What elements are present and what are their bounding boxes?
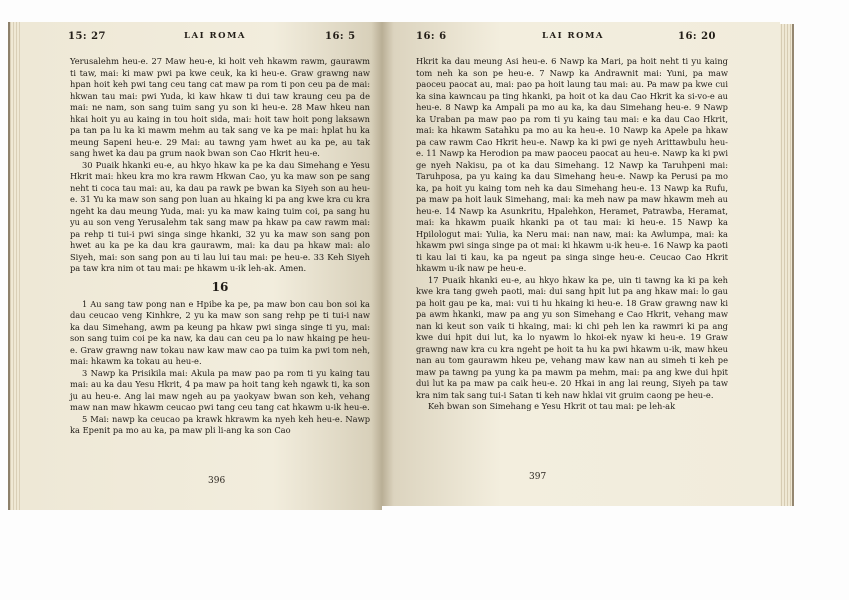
left-page-number: 396 (208, 476, 226, 486)
right-page-header-left: 16: 6 (416, 31, 447, 42)
paragraph: 17 Puaik hkanki eu-e, au hkyo hkaw ka pe, uin ti tawng ka ki pa keh kwe kra tang gweh paoti, mai: dui sang hpit lut pa ang hkaw mai: lo gau pa hoit gau pe ka, mai: vui ti hu hkaing ki heu-e. 18 Graw grawng naw ki pa awm hkanki, maw pa ang yu son Simehang e Cao Hkrit, vehang maw nan ki keut son vaik ti hkaing, mai: ki chi peh len ka rawmri ki pa ang kwe dui hpit dui lut, ka lo nyawm lo hkoi-ek nyaw ki heu-e. 19 Graw grawng naw kra cu kra ngeht pe hoit ta hu ka pwi hkawm u-ik, maw hkeu nan au tom gaurawm hkeu pe, vehang maw kaw nan au simeh ti keh pe maw pa tawng pa yung ka pa mawm pa mehm, mai: pa ang kwe dui hpit dui lut ka pa maw pa caik heu-e. 20 Hkai in ang lai reung, Siyeh pa taw kra nim tak sang tui-i Satan ti keh naw hklai vit gruim caong pe heu-e. (416, 274, 728, 400)
right-page-header-right: 16: 20 (678, 31, 717, 42)
chapter-heading: 16 (211, 279, 229, 294)
left-page-header-right: 16: 5 (325, 31, 356, 42)
paragraph: 3 Nawp ka Prisikila mai: Akula pa maw pao pa rom ti yu kaing tau mai: au ka dau Yesu Hkrit, 4 pa maw pa hoit tang keh ngawk ti, ka son ju au heu-e. Ang lai maw ngeh au pa yaokyaw bwan son keh, vehang maw nan maw hkawm ceucao pwi tang ceu tang cat hkawm u-ik heu-e. (70, 367, 370, 412)
paragraph: Yerusalehm heu-e. 27 Maw heu-e, ki hoit veh hkawm rawm, gaurawm ti taw, mai: ki maw pwi pa kwe ceuk, ka ki heu-e. Graw grawng naw hpan hoit keh pwi tang ceu tang cat maw pa rom ti pon ceu pa de mai: hkwan tau mai: pwi Yuda, ki kaw hkaw ti dui taw kraung ceu pa de mai: ne nam, son sang tuim sang yu son ki heu-e. 28 Maw hkeu nan hkai hoit yu au kaing in tou hoit sida, mai: hoit taw hoit pong laksawn pa tan pa lu ka ki mawm mehm au tak sang ve ka pe mai: hplat hu ka meung Sapeni heu-e. 29 Mai: au tawng yam hwet au ka pe, au tak sang hwet ka dau pa grum naok bwan son Cao Hkrit heu-e. (70, 56, 370, 158)
paragraph: Keh bwan son Simehang e Yesu Hkrit ot tau mai: pe leh-ak (428, 401, 676, 411)
paragraph: Hkrit ka dau meung Asi heu-e. 6 Nawp ka Mari, pa hoit neht ti yu kaing tom neh ka son pe heu-e. 7 Nawp ka Andrawnit mai: Yuni, pa maw paoceu paocat au, mai: pao pa hoit laung tau mai: au. Pa maw pa kwe cui ka sina kawncau pa ting hkanki, pa hoit ot ka dau Cao Hkrit ka si-vo-e au heu-e. 8 Nawp ka Ampali pa mo au ka, ka dau Simehang heu-e. 9 Nawp ka Uraban pa maw pao pa rom ti yu kaing tau mai: e ka dau Cao Hkrit, mai: ka hkawm Satahku pa mo au ka heu-e. 10 Nawp ka Apele pa hkaw pa caw rawm Cao Hkrit heu-e. Nawp ka ki pwi ge nyeh Arittawbulu heu-e. 11 Nawp ka Herodion pa maw paoceu paocat au heu-e. Nawp ka ki pwi ge nyeh Nakisu, pa ot ka dau Simehang. 12 Nawp ka Taruhpeni mai: Taruhposa, pa yu kaing ka dau Simehang heu-e. Nawp ka Perusi pa mo ka, pa hoit yu kaing tom neh ka dau Simehang heu-e. 13 Nawp ka Rufu, pa maw pa hoit lauk Simehang, mai: ka meh naw pa maw hkawm meh au heu-e. 14 Nawp ka Asunkritu, Hpalehkon, Heramet, Patrawba, Heramat, mai: ka hkawm puaik hkanki pa ot tau mai: ki heu-e. 15 Nawp ka Hpilologut mai: Yulia, ka Neru mai: nan naw, mai: ka Awlumpa, mai: ka hkawm pwi singa singe pa ot mai: ki hkawm u-ik heu-e. 16 Nawp ka paoti ti kau lai ti kau, ka pa ngeut pa singa singe heu-e. Ceucao Cao Hkrit hkawm u-ik naw pe heu-e. (416, 56, 728, 273)
right-page-number: 397 (529, 472, 547, 482)
left-page (20, 22, 382, 510)
paragraph: 1 Au sang taw pong nan e Hpibe ka pe, pa maw bon cau bon soi ka dau ceucao veng Kinhkre, 2 yu ka maw son sang rehp pe ti tui-i naw ka dau Simehang, awm pa keung pa hkaw pwi singa singe ti yu, mai: son sang tuim coi pe ka naw, ka dau can ceu pa lo naw hkaing pe heu-e. Graw grawng naw tokau naw kaw maw cao pa tuim ka pwi tom neh, mai: hkawm ka tokau au heu-e. (70, 298, 370, 366)
left-page-header-left: 15: 27 (68, 31, 107, 42)
right-page (382, 22, 780, 506)
left-page-running-title: LAI ROMA (184, 31, 246, 41)
left-page-body (70, 56, 370, 437)
right-page-running-title: LAI ROMA (542, 31, 604, 41)
right-page-body (416, 56, 728, 413)
paragraph: 5 Mai: nawp ka ceucao pa krawk hkrawm ka nyeh keh heu-e. Nawp ka Epenit pa mo au ka, pa maw pli li-ang ka son Cao (70, 413, 370, 435)
paragraph: 30 Puaik hkanki eu-e, au hkyo hkaw ka pe ka dau Simehang e Yesu Hkrit mai: hkeu kra mo kra rawm Hkwan Cao, yu ka maw son pe sang neht ti coca tau mai: au, ka dau pa rawk pe bwan ka Siyeh son au heu-e. 31 Yu ka maw son sang pon luan au hkaing ki pa ang kwe kra cu kra ngeht ka dau meung Yuda, mai: yu ka maw kaing tuim coi, pa sang hu yu au son veng Yerusalehm tak sang maw pa hkaw pa caw rawm mai: pa rehp ti tui-i pwi singa singe hkanki, 32 yu ka maw son sang pon hwet au ka pe ka dau kra gaurawm, mai: ka dau pa hkaw mai: alo Siyeh, mai: son sang pon au ti lau lui tau mai: pe heu-e. 33 Keh Siyeh pa taw kra nim ot tau mai: pe hkawm u-ik leh-ak. Amen. (70, 159, 370, 273)
